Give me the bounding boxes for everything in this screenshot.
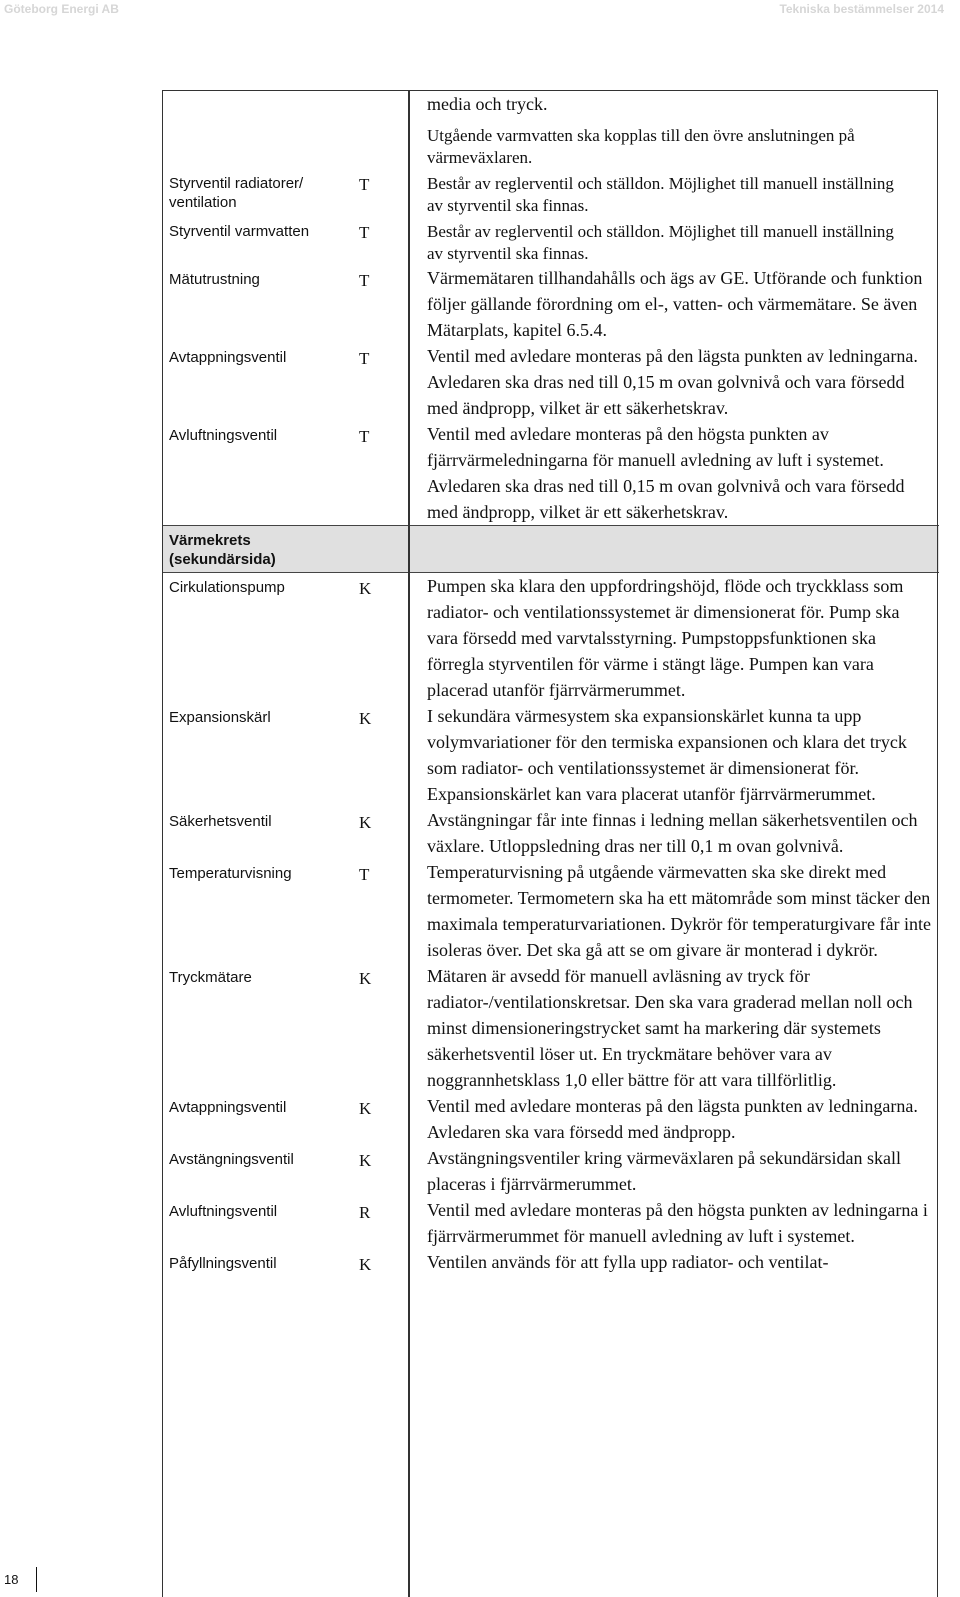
requirement-text: Ventilen används för att fylla upp radiator- och ventilat- <box>427 1252 829 1272</box>
requirement-code: T <box>359 223 370 242</box>
table-row <box>163 1249 939 1276</box>
requirement-code: T <box>359 271 370 290</box>
component-name: Temperaturvisning <box>169 865 292 882</box>
table-row <box>163 343 939 421</box>
requirement-text: Avstängningar får inte finnas i ledning mellan säkerhetsventilen och växlare. Utloppsledning dras ner till 0,1 m ovan golvnivå. <box>427 810 918 856</box>
requirement-code: K <box>359 709 372 728</box>
requirement-code: R <box>359 1203 371 1222</box>
requirement-code: T <box>359 175 370 194</box>
requirement-text: Ventil med avledare monteras på den högsta punkten av fjärrvärmeledningarna för manuell avledning av luft i systemet. Avledaren ska dras ned till 0,15 m ovan golvnivå och vara försedd med ändpropp, vilket är ett säkerhetskrav. <box>427 424 905 522</box>
requirement-code: K <box>359 813 372 832</box>
component-name: Avstängningsventil <box>169 1151 294 1168</box>
table-row <box>163 703 939 807</box>
requirement-text: Temperaturvisning på utgående värmevatten ska ske direkt med termometer. Termometern ska ha ett mätområde som minst täcker den maximala temperaturvariationen. Dykrör för temperaturgivare får inte isoleras över. Det ska gå att se om givare är monterad i dykrör. <box>427 862 931 960</box>
requirement-code: T <box>359 865 370 884</box>
requirement-text: Värmemätaren tillhandahålls och ägs av GE. Utförande och funktion följer gällande förordning om el-, vatten- och värmemätare. Se även Mätarplats, kapitel 6.5.4. <box>427 268 923 340</box>
section-header-row <box>163 526 939 573</box>
requirement-code: T <box>359 427 370 446</box>
component-name: Styrventil varmvatten <box>169 223 310 240</box>
requirement-text: Mätaren är avsedd för manuell avläsning av tryck för radiator-/ventilationskretsar. Den ska vara graderad mellan noll och minst dimensioneringstrycket samt ha markering där systemets säkerhetsventil löser ut. En tryckmätare behöver vara av noggrannhetsklass 1,0 eller bättre för att vara tillförlitlig. <box>427 966 913 1090</box>
table-row <box>163 265 939 343</box>
component-name: Säkerhetsventil <box>169 813 272 830</box>
specification-table <box>163 91 939 1276</box>
requirement-code: K <box>359 1099 372 1118</box>
requirement-text: Består av reglerventil och ställdon. Möjlighet till manuell inställning av styrventil ska finnas. <box>427 174 894 215</box>
table-row <box>163 1145 939 1197</box>
requirement-text: Ventil med avledare monteras på den lägsta punkten av ledningarna. Avledaren ska dras ned till 0,15 m ovan golvnivå och vara försedd med ändpropp, vilket är ett säkerhetskrav. <box>427 346 918 418</box>
intro-line-1: media och tryck. <box>427 94 548 114</box>
component-name: Avluftningsventil <box>169 1203 278 1220</box>
intro-line-2: Utgående varmvatten ska kopplas till den övre anslutningen på värmeväxlaren. <box>427 126 855 167</box>
section-title: Värmekrets (sekundärsida) <box>163 526 359 573</box>
table-row <box>163 573 939 704</box>
table-row <box>163 421 939 526</box>
component-name: Expansionskärl <box>169 709 271 726</box>
page-number-divider <box>36 1567 37 1592</box>
header-document-title: Tekniska bestämmelser 2014 <box>779 2 944 16</box>
component-name: Avluftningsventil <box>169 427 278 444</box>
requirement-code: K <box>359 1255 372 1274</box>
table-row <box>163 1197 939 1249</box>
component-name: Avtappningsventil <box>169 1099 287 1116</box>
requirement-code: K <box>359 579 372 598</box>
component-name: Tryckmätare <box>169 969 252 986</box>
requirement-text: Pumpen ska klara den uppfordringshöjd, flöde och tryckklass som radiator- och ventilationssystemet är dimensionerat för. Pump ska vara försedd med varvtalsstyrning. Pumpstoppsfunktionen ska förregla styrventilen för värme i stängt läge. Pumpen kan vara placerad utanför fjärrvärmerummet. <box>427 576 904 700</box>
table-row-intro <box>163 91 939 169</box>
component-name: Mätutrustning <box>169 271 260 288</box>
component-name: Avtappningsventil <box>169 349 287 366</box>
component-name: Påfyllningsventil <box>169 1255 277 1272</box>
table-row <box>163 169 939 217</box>
component-name: Styrventil radiatorer/ ventilation <box>169 175 304 211</box>
table-row <box>163 859 939 963</box>
page-number: 18 <box>4 1572 19 1587</box>
requirement-text: I sekundära värmesystem ska expansionskärlet kunna ta upp volymvariationer för den termiska expansionen och klara det tryck som radiator- och ventilationssystemet är dimensionerat för. Expansionskärlet kan vara placerat utanför fjärrvärmerummet. <box>427 706 907 804</box>
requirement-code: K <box>359 1151 372 1170</box>
requirement-text: Ventil med avledare monteras på den lägsta punkten av ledningarna. Avledaren ska vara försedd med ändpropp. <box>427 1096 918 1142</box>
header-company: Göteborg Energi AB <box>4 2 119 16</box>
requirement-code: T <box>359 349 370 368</box>
requirement-text: Ventil med avledare monteras på den högsta punkten av ledningarna i fjärrvärmerummet för manuell avledning av luft i systemet. <box>427 1200 928 1246</box>
component-name: Cirkulationspump <box>169 579 285 596</box>
requirement-text: Avstängningsventiler kring värmeväxlaren på sekundärsidan skall placeras i fjärrvärmerummet. <box>427 1148 902 1194</box>
table-row <box>163 963 939 1093</box>
requirement-code: K <box>359 969 372 988</box>
table-row <box>163 1093 939 1145</box>
table-row <box>163 217 939 265</box>
table-row <box>163 807 939 859</box>
requirement-text: Består av reglerventil och ställdon. Möjlighet till manuell inställning av styrventil ska finnas. <box>427 222 894 263</box>
